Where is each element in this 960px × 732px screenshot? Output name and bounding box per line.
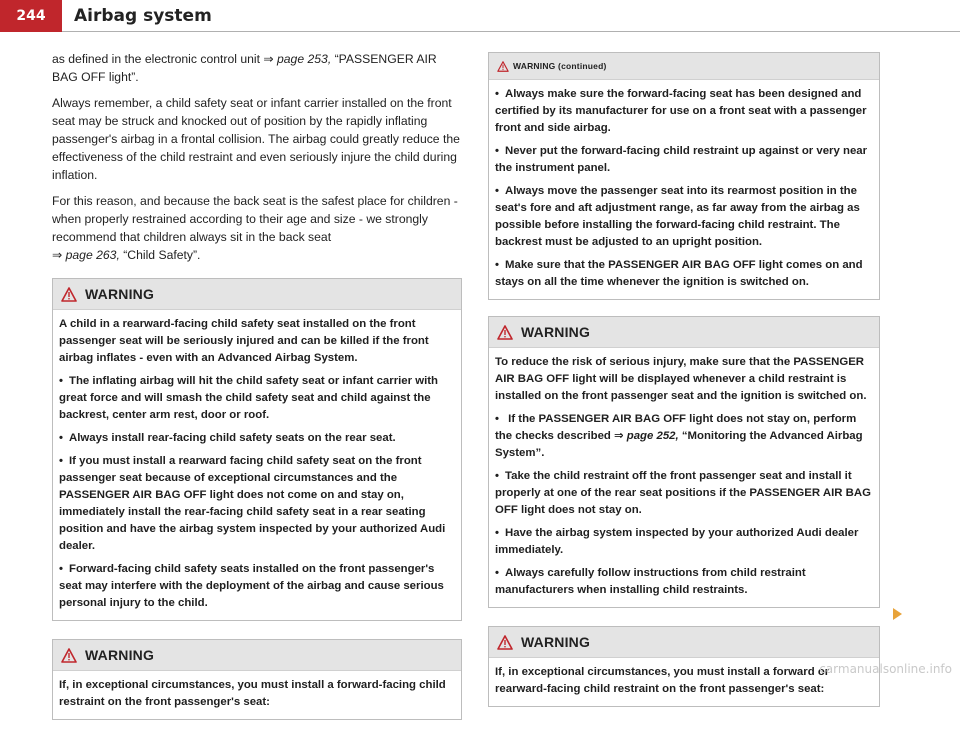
warning-header: [489, 53, 879, 80]
warning-bullet: • If you must install a rearward facing child safety seat on the front passenger seat because of exceptional circumstances and the PASSENGER AIR BAG OFF light does not come on and stay on, immediately install the rear-facing child safety seat in a rear seating position and have the airbag system inspected by your authorized Audi dealer.: [59, 453, 455, 555]
warning-bullet: • Never put the forward-facing child restraint up against or very near the instrument panel.: [495, 143, 873, 177]
page-reference-link[interactable]: page 263,: [65, 248, 120, 262]
warning-title: WARNING: [85, 286, 155, 302]
warning-lead: A child in a rearward-facing child safety seat installed on the front passenger seat will be seriously injured and can be killed if the front airbag inflates - even with an Advanced Airbag System.: [59, 318, 429, 364]
warning-box-passenger-airbag-light: [488, 316, 880, 608]
warning-bullet: • The inflating airbag will hit the child safety seat or infant carrier with great force and will smash the child safety seat and child against the backrest, center arm rest, door or roof.: [59, 373, 455, 424]
warning-bullet: • Always make sure the forward-facing seat has been designed and certified by its manufacturer for use on a front seat with a passenger front and side airbag.: [495, 86, 873, 137]
warning-bullet: • Always install rear-facing child safety seats on the rear seat.: [59, 430, 455, 447]
warning-bullet: • Forward-facing child safety seats installed on the front passenger's seat may interfere with the deployment of the airbag and cause serious personal injury to the child.: [59, 561, 455, 612]
intro-paragraph: as defined in the electronic control unit ⇒ page 253, “PASSENGER AIR BAG OFF light”.: [52, 52, 437, 84]
header-rule: [62, 31, 960, 32]
warning-triangle-icon: [497, 325, 513, 340]
body-paragraph: Always remember, a child safety seat or infant carrier installed on the front seat may be struck and knocked out of position by the rapidly inflating passenger's airbag in a frontal collision. The airbag could greatly reduce the effectiveness of the child restraint and even seriously injure the child during inflation.: [52, 96, 460, 182]
warning-title: WARNING: [85, 647, 155, 663]
warning-bullet: • Take the child restraint off the front passenger seat and install it properly at one of the rear seat positions if the PASSENGER AIR BAG OFF light does not stay on.: [495, 468, 873, 519]
warning-body: [489, 348, 879, 607]
page-reference-link[interactable]: page 253,: [276, 52, 332, 66]
watermark: carmanualsonline.info: [819, 662, 952, 676]
body-paragraph-back-seat: For this reason, and because the back seat is the safest place for children - when properly restrained according to their age and size - we strongly recommend that children always sit in the back seat ⇒ page 263, “Child Safety”.: [52, 194, 458, 262]
warning-bullet: • Make sure that the PASSENGER AIR BAG OFF light comes on and stays on all the time whenever the ignition is switched on.: [495, 257, 873, 291]
warning-triangle-icon: [61, 287, 77, 302]
page-number: 244: [0, 0, 62, 32]
next-page-arrow-icon[interactable]: [893, 608, 902, 620]
warning-bullet: • Have the airbag system inspected by your authorized Audi dealer immediately.: [495, 525, 873, 559]
warning-body: [53, 671, 461, 719]
warning-bullet: • If the PASSENGER AIR BAG OFF light does not stay on, perform the checks described ⇒ page 252, “Monitoring the Advanced Airbag System”.: [495, 411, 873, 462]
warning-lead: If, in exceptional circumstances, you must install a forward or rearward-facing child restraint on the front passenger's seat:: [495, 666, 830, 695]
warning-header: [489, 627, 879, 658]
warning-triangle-icon: [497, 61, 509, 72]
page-reference-link[interactable]: page 252,: [626, 430, 679, 442]
section-title: Airbag system: [74, 6, 212, 26]
warning-title: WARNING (continued): [513, 61, 607, 71]
warning-bullet: • Always carefully follow instructions from child restraint manufacturers when installing child restraints.: [495, 565, 873, 599]
warning-lead: To reduce the risk of serious injury, make sure that the PASSENGER AIR BAG OFF light will be displayed whenever a child restraint is installed on the front passenger seat and the ignition is switched on.: [495, 356, 867, 402]
warning-header: [489, 317, 879, 348]
warning-bullet: • Always move the passenger seat into its rearmost position in the seat's fore and aft adjustment range, as far away from the airbag as possible before installing the forward-facing child restraint. The backrest must be adjusted to an upright position.: [495, 183, 873, 251]
warning-header: [53, 640, 461, 671]
warning-body: [489, 80, 879, 299]
warning-title: WARNING: [521, 324, 591, 340]
warning-triangle-icon: [61, 648, 77, 663]
warning-box-rearward-seat: [52, 278, 462, 621]
warning-header: [53, 279, 461, 310]
warning-triangle-icon: [497, 635, 513, 650]
warning-body: [53, 310, 461, 620]
warning-lead: If, in exceptional circumstances, you must install a forward-facing child restraint on the front passenger's seat:: [59, 679, 446, 708]
warning-title: WARNING: [521, 634, 591, 650]
right-column: [488, 52, 880, 719]
warning-box-continued: [488, 52, 880, 300]
left-column: [52, 50, 462, 732]
